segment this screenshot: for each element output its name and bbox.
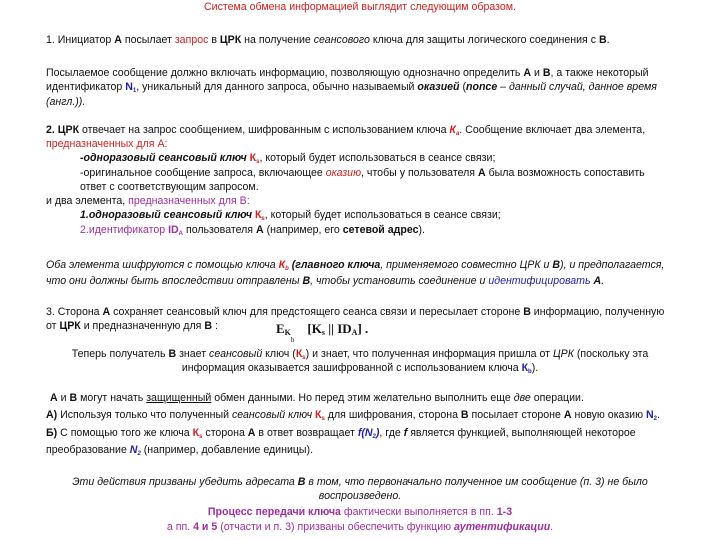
encrypted-message-formula: $E_{Kb}$ [$K_s$ || $ID_A$] .: [276, 321, 369, 344]
key-transfer-line: Процесс передачи ключа фактически выполняется в пп. 1-3: [207, 506, 513, 518]
conclusion-line-1: Эти действия призваны убедить адресата В в том, что первоначально полученное им сообщение (п. 3) не было: [72, 476, 648, 488]
operation-a-line: А) Используя только что полученный сеансовый ключ $К_s$ для шифрования, сторона В посылает стороне А новую оказию $N_2$.: [46, 409, 660, 422]
step-2-item-session-key: -одноразовый сеансовый ключ $К_s$, который будет использоваться в сеансе связи;: [80, 152, 496, 165]
encryption-note-line-1: Оба элемента шифруются с помощью ключа $К_b$ (главного ключа, применяемого совместно ЦРК и В), и предполагается,: [46, 259, 665, 272]
message-desc-line-3: (англ.)).: [46, 96, 86, 108]
receiver-knows-line-1: Теперь получатель В знает сеансовый ключ $(К_s)$ и знает, что полученная информация пришла от ЦРК (поскольку эта: [71, 348, 649, 361]
step-2-b-item-2: 2.идентификатор $ID_A$ пользователя А (например, его сетевой адрес).: [80, 224, 425, 237]
step-3-line-1: 3. Сторона А сохраняет сеансовый ключ для предстоящего сеанса связи и пересылает стороне В информацию, полученную: [46, 306, 665, 318]
encryption-note-line-2: что они должны быть впоследствии отправлены В, чтобы установить соединение и идентифицировать А.: [46, 275, 605, 287]
operation-b-line-2: преобразование $N_2$ (например, добавление единицы).: [46, 444, 314, 457]
step-2-item-request-cont: ответ с соответствующим запросом.: [80, 181, 259, 193]
step-2-for-a: предназначенных для А:: [46, 138, 168, 150]
message-desc-line-2: идентификатор $N_1$, уникальный для данного запроса, обычно называемый оказией (nonce – данный случай, данное время: [46, 81, 657, 94]
page-title: Система обмена информацией выглядит следующим образом.: [204, 1, 516, 13]
step-1-line: 1. Инициатор А посылает запрос в ЦРК на получение сеансового ключа для защиты логического соединения с В.: [46, 34, 610, 46]
step-2-b-item-1: 1.одноразовый сеансовый ключ $К_s$, который будет использоваться в сеансе связи;: [80, 209, 501, 222]
step-2-line: 2. ЦРК отвечает на запрос сообщением, шифрованным с использованием ключа $К_a$. Сообщение включает два элемента,: [46, 124, 646, 137]
step-2-for-b: и два элемента, предназначенных для В:: [46, 195, 250, 207]
message-desc-line-1: Посылаемое сообщение должно включать информацию, позволяющую однозначно определить А и В, а также некоторый: [46, 67, 649, 79]
step-2-item-request: -оригинальное сообщение запроса, включающее оказию, чтобы у пользователя А была возможность сопоставить: [80, 167, 645, 179]
receiver-knows-line-2: информация оказывается зашифрованной с использованием ключа $К_b$).: [181, 362, 539, 375]
exchange-intro-line: А и В могут начать защищенный обмен данными. Но перед этим желательно выполнить еще две операции.: [50, 392, 584, 404]
operation-b-line-1: Б) С помощью того же ключа $К_s$ сторона А в ответ возвращает $f(N_2)$, где f является функцией, выполняющей некоторое: [46, 427, 636, 440]
conclusion-line-2: воспроизведено.: [318, 490, 402, 502]
authentication-line: а пп. 4 и 5 (отчасти и п. 3) призваны обеспечить функцию аутентификации.: [166, 521, 554, 533]
step-3-line-2: от ЦРК и предназначенную для В :: [46, 320, 218, 332]
